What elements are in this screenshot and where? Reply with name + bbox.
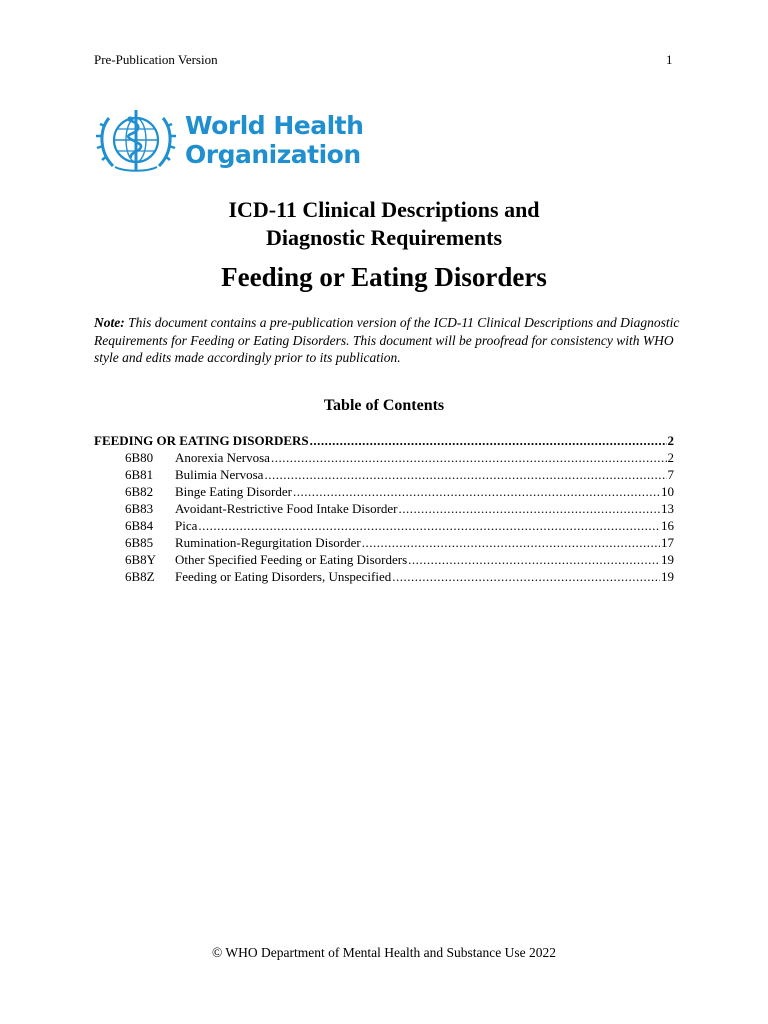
logo-line-1: World Health [185, 111, 364, 140]
toc-leader-dots [293, 483, 660, 500]
toc-page: 17 [661, 535, 674, 550]
publication-note [94, 314, 684, 367]
toc-page: 7 [667, 467, 674, 482]
toc-leader-dots [271, 449, 667, 466]
table-of-contents [94, 432, 674, 585]
toc-label: Avoidant-Restrictive Food Intake Disorder [175, 501, 398, 516]
toc-main-entry[interactable] [94, 432, 674, 449]
toc-leader-dots [264, 466, 666, 483]
toc-label: Anorexia Nervosa [175, 450, 270, 465]
toc-leader-dots [408, 551, 660, 568]
toc-code: 6B8Z [125, 569, 155, 584]
who-emblem-icon [95, 106, 177, 174]
toc-entry[interactable] [94, 534, 674, 551]
title-line-1: ICD-11 Clinical Descriptions and [228, 197, 540, 222]
toc-entry[interactable] [94, 483, 674, 500]
toc-code: 6B85 [125, 535, 154, 550]
logo-line-2: Organization [185, 140, 361, 169]
toc-label: Binge Eating Disorder [175, 484, 292, 499]
who-wordmark [185, 111, 363, 169]
toc-code: 6B84 [125, 518, 154, 533]
toc-leader-dots [310, 432, 667, 449]
toc-code: 6B81 [125, 467, 154, 482]
toc-page: 2 [667, 450, 674, 465]
toc-leader-dots [399, 500, 660, 517]
toc-label: Other Specified Feeding or Eating Disorders [175, 552, 408, 567]
toc-label: Bulimia Nervosa [175, 467, 264, 482]
toc-label: Pica [175, 518, 198, 533]
toc-entry[interactable] [94, 551, 674, 568]
toc-page: 19 [661, 569, 674, 584]
toc-code: 6B82 [125, 484, 154, 499]
title-line-2: Diagnostic Requirements [265, 225, 503, 250]
document-subtitle: Feeding or Eating Disorders [221, 262, 547, 292]
toc-entry[interactable] [94, 568, 674, 585]
toc-entry[interactable] [94, 466, 674, 483]
toc-title: Table of Contents [323, 397, 445, 414]
toc-page: 19 [661, 552, 674, 567]
running-header: Pre-Publication Version [94, 52, 218, 67]
toc-leader-dots [392, 568, 660, 585]
who-logo [95, 106, 363, 174]
toc-entry[interactable] [94, 500, 674, 517]
toc-entry[interactable] [94, 517, 674, 534]
toc-label: Rumination-Regurgitation Disorder [175, 535, 361, 550]
toc-page: 16 [661, 518, 674, 533]
toc-leader-dots [198, 517, 660, 534]
toc-main-label: FEEDING OR EATING DISORDERS [94, 433, 309, 448]
note-text: This document contains a pre-publication version of the ICD-11 Clinical Descriptions and Diagnostic Requirements for Feeding or Eating Disorders. This document will be proofread for consistency with WHO style and edits made accordingly prior to its publication. [94, 315, 680, 365]
toc-code: 6B8Y [125, 552, 157, 567]
toc-code: 6B83 [125, 501, 154, 516]
toc-main-page: 2 [667, 433, 674, 448]
toc-label: Feeding or Eating Disorders, Unspecified [175, 569, 392, 584]
toc-page: 10 [661, 484, 674, 499]
copyright-footer: © WHO Department of Mental Health and Substance Use 2022 [211, 945, 557, 960]
toc-page: 13 [661, 501, 674, 516]
note-label: Note: [94, 315, 125, 330]
toc-entry[interactable] [94, 449, 674, 466]
toc-code: 6B80 [125, 450, 154, 465]
page-number: 1 [666, 52, 673, 67]
toc-leader-dots [362, 534, 660, 551]
document-title [0, 196, 768, 252]
